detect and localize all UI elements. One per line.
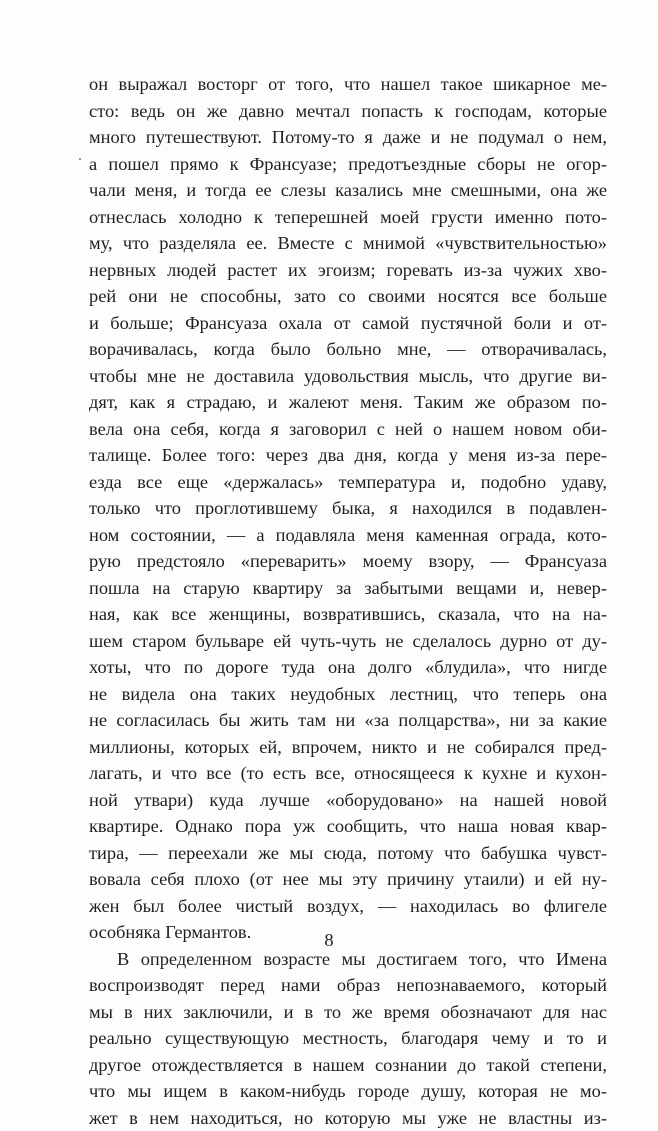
text-line: миллионы, которых ей, впрочем, никто и не собирался пред- — [89, 734, 607, 761]
text-line: жен был более чистый воздух, — находилась во флигеле — [89, 893, 607, 920]
text-line: ная, как все женщины, возвратившись, сказала, что на на- — [89, 601, 607, 628]
text-line: много путешествуют. Потому-то я даже и не подумал о нем, — [89, 124, 607, 151]
text-line: чтобы мне не доставила удовольствия мысль, что другие ви- — [89, 363, 607, 390]
text-line: рую предстояло «переварить» моему взору, — Франсуаза — [89, 548, 607, 575]
text-line: езда все еще «держалась» температура и, подобно удаву, — [89, 469, 607, 496]
text-line: воспроизводят перед нами образ непознаваемого, который — [89, 972, 607, 999]
text-line: вела она себя, когда я заговорил с ней о нашем новом оби- — [89, 416, 607, 443]
text-line: он выражал восторг от того, что нашел такое шикарное ме- — [89, 71, 607, 98]
text-line: жет в нем находиться, но которую мы уже не властны из- — [89, 1105, 607, 1131]
text-line: рей они не способны, зато со своими носятся все больше — [89, 283, 607, 310]
text-line: тира, — переехали же мы сюда, потому что бабушка чувст- — [89, 840, 607, 867]
text-line: ном состоянии, — а подавляла меня каменная ограда, кото- — [89, 522, 607, 549]
text-line: лагать, и что все (то есть все, относящееся к кухне и кухон- — [89, 760, 607, 787]
text-line: В определенном возрасте мы достигаем того, что Имена — [89, 946, 607, 973]
text-line: квартире. Однако пора уж сообщить, что наша новая квар- — [89, 813, 607, 840]
text-line: му, что разделяла ее. Вместе с мнимой «чувствительностью» — [89, 230, 607, 257]
text-line: вовала себя плохо (от нее мы эту причину утаили) и ей ну- — [89, 866, 607, 893]
text-line: только что проглотившему быка, я находился в подавлен- — [89, 495, 607, 522]
text-line: а пошел прямо к Франсуазе; предотъездные сборы не огор- — [89, 151, 607, 178]
text-line: хоты, что по дороге туда она долго «блудила», что нигде — [89, 654, 607, 681]
text-line: другое отождествляется в нашем сознании до такой степени, — [89, 1052, 607, 1079]
text-line: нервных людей растет их эгоизм; горевать из-за чужих хво- — [89, 257, 607, 284]
text-line: чали меня, и тогда ее слезы казались мне смешными, она же — [89, 177, 607, 204]
text-line: что мы ищем в каком-нибудь городе душу, которая не мо- — [89, 1078, 607, 1105]
text-line: и больше; Франсуаза охала от самой пустячной боли и от- — [89, 310, 607, 337]
print-speck — [79, 158, 81, 160]
text-line: особняка Германтов. — [89, 919, 607, 946]
text-line: отнеслась холодно к теперешней моей грусти именно пото- — [89, 204, 607, 231]
text-line: талище. Более того: через два дня, когда у меня из-за пере- — [89, 442, 607, 469]
text-line: мы в них заключили, и в то же время обозначают для нас — [89, 999, 607, 1026]
text-line: шем старом бульваре ей чуть-чуть не сделалось дурно от ду- — [89, 628, 607, 655]
text-line: дят, как я страдаю, и жалеют меня. Таким же образом по- — [89, 389, 607, 416]
page-number: 8 — [0, 928, 658, 952]
text-line: ной утвари) куда лучше «оборудовано» на нашей новой — [89, 787, 607, 814]
text-line: реально существующую местность, благодаря чему и то и — [89, 1025, 607, 1052]
text-line: сто: ведь он же давно мечтал попасть к господам, которые — [89, 98, 607, 125]
text-line: не согласилась бы жить там ни «за полцарства», ни за какие — [89, 707, 607, 734]
text-line: ворачивалась, когда было больно мне, — отворачивалась, — [89, 336, 607, 363]
text-line: не видела она таких неудобных лестниц, что теперь она — [89, 681, 607, 708]
body-text — [89, 71, 607, 1131]
text-line: пошла на старую квартиру за забытыми вещами и, невер- — [89, 575, 607, 602]
